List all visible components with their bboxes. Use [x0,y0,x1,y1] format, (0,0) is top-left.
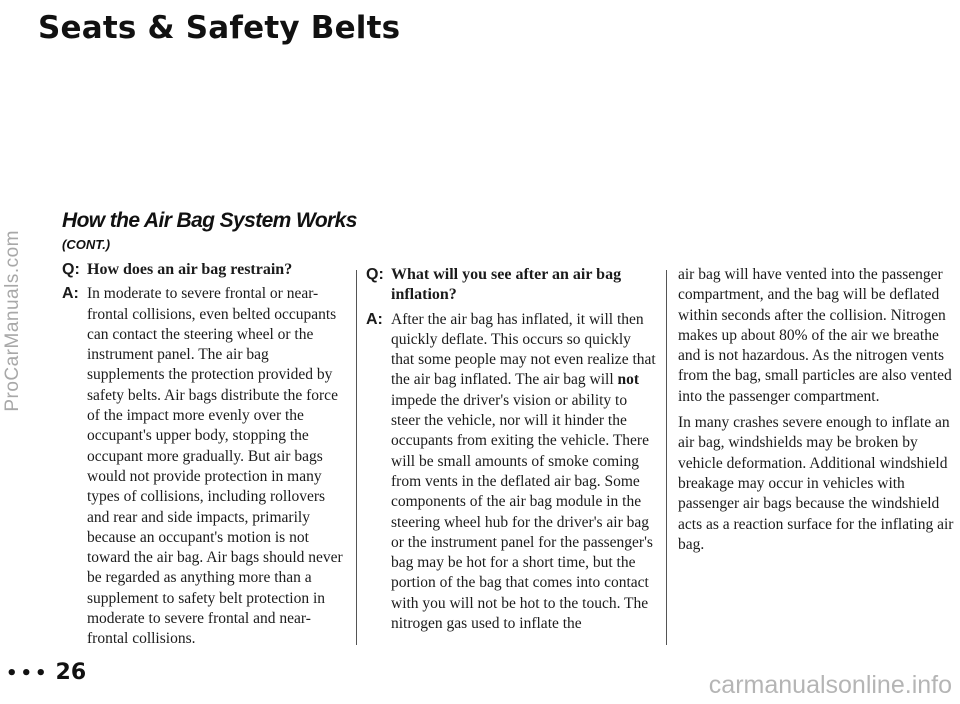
answer-label: A: [62,285,79,303]
answer-block [62,284,347,649]
paragraph: air bag will have vented into the passenger compartment, and the bag will be deflated within seconds after the collision. Nitrogen makes up about 80% of the air we breathe and is not hazardous. As the nitrogen vents from the bag, small particles are also vented into the passenger compartment. [678,266,952,405]
question-block [62,260,347,280]
paragraph: In many crashes severe enough to inflate an air bag, windshields may be broken by vehicle deformation. Additional windshield breakage may occur in vehicles with passenger air bags because the windshield acts as a reaction surface for the inflating air bag. [678,414,954,553]
section-title: How the Air Bag System Works [62,209,357,232]
question-block [366,265,658,306]
answer-label: A: [366,310,383,328]
page-number: 26 [55,660,87,685]
answer-emphasis: not [617,371,640,389]
question-text: What will you see after an air bag inflation? [391,266,622,304]
column-2 [366,265,658,634]
bottom-watermark: carmanualsonline.info [708,671,952,699]
section-continued-label: (CONT.) [62,237,111,252]
column-divider [666,270,667,645]
column-3 [678,265,956,561]
answer-text-part-2: impede the driver's vision or ability to steer the vehicle, nor will it hinder the occupants from exiting the vehicle. There will be small amounts of smoke coming from vents in the deflated air bag. Some components of the air bag module in the steering wheel hub for the driver's air bag or the instrument panel for the passenger's bag may be hot for a short time, but the portion of the bag that comes into contact with you will not be hot to the touch. The nitrogen gas used to inflate the [391,391,653,633]
page-title: Seats & Safety Belts [38,10,401,46]
answer-text-part-1: After the air bag has inflated, it will then quickly deflate. This occurs so quickly that some people may not even realize that the air bag inflated. The air bag will [391,310,656,389]
question-label: Q: [366,266,384,283]
question-text: How does an air bag restrain? [87,261,293,278]
page-footer [6,660,86,685]
column-1 [62,260,347,650]
side-watermark: ProCarManuals.com [2,230,23,412]
question-label: Q: [62,261,80,278]
answer-block [366,310,658,635]
column-divider [356,270,357,645]
page-dots: ••• [6,663,50,684]
answer-text: In moderate to severe frontal or near-frontal collisions, even belted occupants can contact the steering wheel or the instrument panel. The air bag supplements the protection provided by safety belts. Air bags distribute the force of the impact more evenly over the occupant's upper body, stopping the occupant more gradually. But air bags would not provide protection in many types of collisions, including rollovers and rear and side impacts, primarily because an occupant's motion is not toward the air bag. Air bags should never be regarded as anything more than a supplement to safety belt protection in moderate to severe frontal and near-frontal collisions. [87,285,343,648]
answer-text [391,310,658,635]
